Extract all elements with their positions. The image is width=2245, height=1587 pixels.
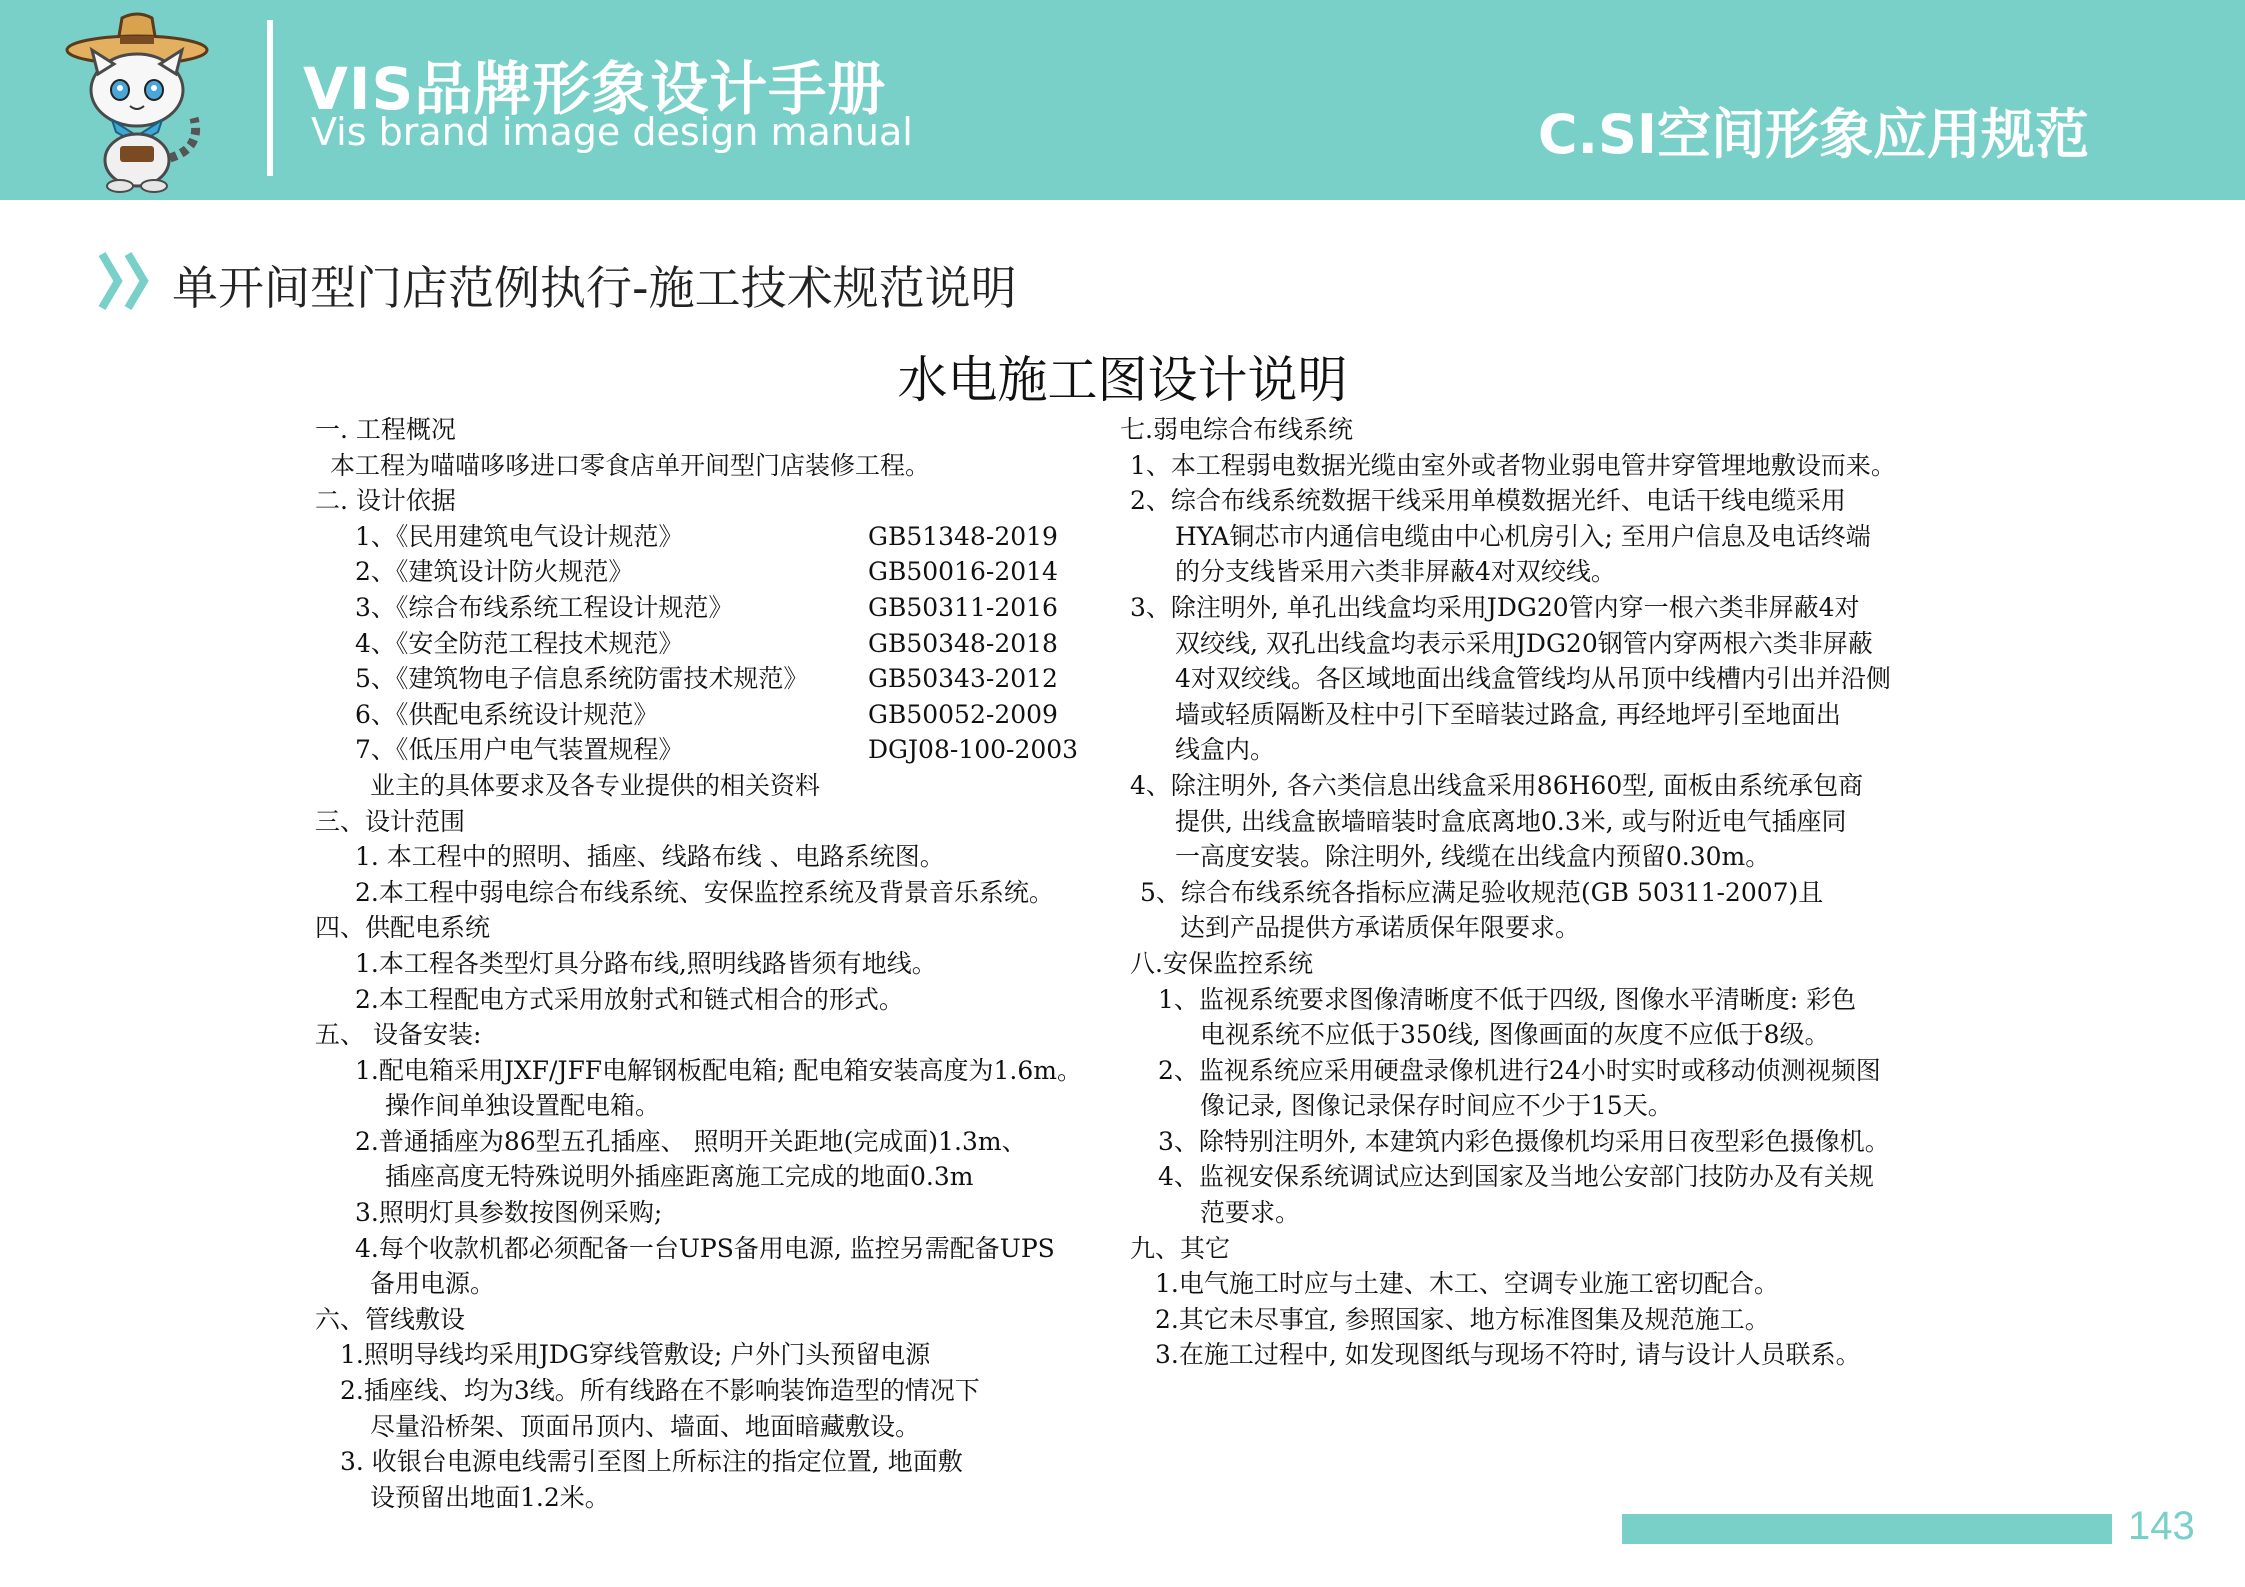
line-text: 八.安保监控系统 bbox=[1130, 948, 1313, 978]
text-line bbox=[1120, 982, 2020, 1018]
line-text: 墙或轻质隔断及柱中引下至暗装过路盒, 再经地坪引至地面出 bbox=[1175, 699, 1841, 729]
line-text: 设预留出地面1.2米。 bbox=[370, 1482, 610, 1512]
text-line bbox=[315, 1195, 1155, 1231]
text-line bbox=[315, 1088, 1155, 1124]
text-line bbox=[315, 982, 1155, 1018]
text-line bbox=[315, 590, 1155, 626]
text-line bbox=[315, 448, 1155, 484]
line-text: 1、《民用建筑电气设计规范》 bbox=[355, 521, 684, 551]
text-line bbox=[1120, 519, 2020, 555]
text-line bbox=[1120, 804, 2020, 840]
line-text: 尽量沿桥架、顶面吊顶内、墙面、地面暗藏敷设。 bbox=[370, 1411, 921, 1441]
line-text: 1、本工程弱电数据光缆由室外或者物业弱电管井穿管埋地敷设而来。 bbox=[1130, 450, 1896, 480]
line-text: 2.其它未尽事宜, 参照国家、地方标准图集及规范施工。 bbox=[1155, 1304, 1770, 1334]
page-number: 143 bbox=[2128, 1504, 2195, 1548]
text-line bbox=[1120, 1337, 2020, 1373]
line-text: 3. 收银台电源电线需引至图上所标注的指定位置, 地面敷 bbox=[340, 1447, 963, 1477]
line-text: 4.每个收款机都必须配备一台UPS备用电源, 监控另需配备UPS bbox=[355, 1233, 1055, 1263]
text-line bbox=[315, 1444, 1155, 1480]
text-line bbox=[1120, 448, 2020, 484]
line-text: 四、供配电系统 bbox=[315, 913, 491, 943]
standard-code: DGJ08-100-2003 bbox=[868, 735, 1079, 765]
line-text: 1、监视系统要求图像清晰度不低于四级, 图像水平清晰度: 彩色 bbox=[1158, 984, 1857, 1014]
page-heading: 单开间型门店范例执行-施工技术规范说明 bbox=[172, 261, 1017, 315]
line-text: 提供, 出线盒嵌墙暗装时盒底离地0.3米, 或与附近电气插座同 bbox=[1175, 806, 1847, 836]
line-text: 电视系统不应低于350线, 图像画面的灰度不应低于8级。 bbox=[1200, 1020, 1830, 1050]
text-line bbox=[1120, 590, 2020, 626]
line-text: 2、《建筑设计防火规范》 bbox=[355, 557, 634, 587]
text-line bbox=[1120, 910, 2020, 946]
text-line bbox=[315, 1231, 1155, 1267]
text-line bbox=[315, 1053, 1155, 1089]
cat-cowboy-mascot-logo bbox=[62, 8, 212, 193]
line-text: 插座高度无特殊说明外插座距离施工完成的地面0.3m bbox=[385, 1162, 974, 1192]
line-text: 的分支线皆采用六类非屏蔽4对双绞线。 bbox=[1175, 557, 1616, 587]
brand-subtitle: Vis brand image design manual bbox=[311, 110, 913, 154]
text-line bbox=[1120, 697, 2020, 733]
text-line bbox=[315, 1373, 1155, 1409]
text-line bbox=[315, 910, 1155, 946]
line-text: 1.配电箱采用JXF/JFF电解钢板配电箱; 配电箱安装高度为1.6m。 bbox=[355, 1055, 1082, 1085]
line-text: 3、除特别注明外, 本建筑内彩色摄像机均采用日夜型彩色摄像机。 bbox=[1158, 1126, 1890, 1156]
line-text: 六、管线敷设 bbox=[315, 1304, 466, 1334]
text-line bbox=[315, 626, 1155, 662]
text-line bbox=[1120, 1124, 2020, 1160]
text-line bbox=[315, 697, 1155, 733]
line-text: 7、《低压用户电气装置规程》 bbox=[355, 735, 684, 765]
line-text: 3.在施工过程中, 如发现图纸与现场不符时, 请与设计人员联系。 bbox=[1155, 1340, 1861, 1370]
line-text: 4、监视安保系统调试应达到国家及当地公安部门技防办及有关规 bbox=[1158, 1162, 1874, 1192]
line-text: 达到产品提供方承诺质保年限要求。 bbox=[1180, 913, 1581, 943]
line-text: 1.电气施工时应与土建、木工、空调专业施工密切配合。 bbox=[1155, 1269, 1779, 1299]
standard-code: GB50016-2014 bbox=[868, 557, 1058, 587]
line-text: 2.本工程中弱电综合布线系统、安保监控系统及背景音乐系统。 bbox=[355, 877, 1054, 907]
text-line bbox=[315, 946, 1155, 982]
text-line bbox=[315, 1017, 1155, 1053]
line-text: 4对双绞线。各区域地面出线盒管线均从吊顶中线槽内引出并沿侧 bbox=[1175, 664, 1891, 694]
line-text: 2.插座线、均为3线。所有线路在不影响装饰造型的情况下 bbox=[340, 1376, 980, 1406]
text-line bbox=[1120, 1302, 2020, 1338]
line-text: 三、设计范围 bbox=[315, 806, 466, 836]
line-text: 3.照明灯具参数按图例采购; bbox=[355, 1198, 663, 1228]
text-line bbox=[1120, 483, 2020, 519]
text-line bbox=[315, 1124, 1155, 1160]
text-line bbox=[1120, 1053, 2020, 1089]
header-divider bbox=[267, 20, 273, 176]
line-text: 2.本工程配电方式采用放射式和链式相合的形式。 bbox=[355, 984, 904, 1014]
line-text: 1.本工程各类型灯具分路布线,照明线路皆须有地线。 bbox=[355, 948, 937, 978]
text-line bbox=[1120, 1088, 2020, 1124]
line-text: 6、《供配电系统设计规范》 bbox=[355, 699, 659, 729]
standard-code: GB50348-2018 bbox=[868, 628, 1058, 658]
text-line bbox=[1120, 875, 2020, 911]
text-line bbox=[315, 1480, 1155, 1516]
line-text: 2、综合布线系统数据干线采用单模数据光纤、电话干线电缆采用 bbox=[1130, 486, 1846, 516]
line-text: 业主的具体要求及各专业提供的相关资料 bbox=[370, 770, 821, 800]
text-line bbox=[315, 661, 1155, 697]
section-label: C.SI空间形象应用规范 bbox=[1537, 103, 2089, 166]
text-line bbox=[1120, 768, 2020, 804]
text-line bbox=[315, 483, 1155, 519]
text-line bbox=[1120, 732, 2020, 768]
line-text: 2.普通插座为86型五孔插座、 照明开关距地(完成面)1.3m、 bbox=[355, 1126, 1027, 1156]
line-text: 双绞线, 双孔出线盒均表示采用JDG20钢管内穿两根六类非屏蔽 bbox=[1175, 628, 1873, 658]
text-line bbox=[1120, 946, 2020, 982]
line-text: 本工程为喵喵哆哆进口零食店单开间型门店装修工程。 bbox=[330, 450, 931, 480]
line-text: 五、 设备安装: bbox=[315, 1020, 482, 1050]
line-text: 4、《安全防范工程技术规范》 bbox=[355, 628, 684, 658]
text-line bbox=[315, 839, 1155, 875]
line-text: 1.照明导线均采用JDG穿线管敷设; 户外门头预留电源 bbox=[340, 1340, 931, 1370]
standard-code: GB50052-2009 bbox=[868, 699, 1058, 729]
brand-title: VIS品牌形象设计手册 bbox=[303, 55, 887, 123]
line-text: 备用电源。 bbox=[370, 1269, 496, 1299]
line-text: 九、其它 bbox=[1130, 1233, 1231, 1263]
text-line bbox=[315, 732, 1155, 768]
line-text: 3、除注明外, 单孔出线盒均采用JDG20管内穿一根六类非屏蔽4对 bbox=[1130, 592, 1860, 622]
text-line bbox=[1120, 1017, 2020, 1053]
text-line bbox=[315, 1302, 1155, 1338]
standard-code: GB50343-2012 bbox=[868, 664, 1058, 694]
line-text: 5、《建筑物电子信息系统防雷技术规范》 bbox=[355, 664, 809, 694]
line-text: 2、监视系统应采用硬盘录像机进行24小时实时或移动侦测视频图 bbox=[1158, 1055, 1881, 1085]
line-text: 线盒内。 bbox=[1175, 735, 1276, 765]
text-line bbox=[315, 768, 1155, 804]
text-line bbox=[315, 804, 1155, 840]
text-line bbox=[1120, 626, 2020, 662]
line-text: 5、综合布线系统各指标应满足验收规范(GB 50311-2007)且 bbox=[1140, 877, 1824, 907]
text-line bbox=[315, 1409, 1155, 1445]
text-line bbox=[315, 554, 1155, 590]
text-line bbox=[315, 1159, 1155, 1195]
line-text: 4、除注明外, 各六类信息出线盒采用86H60型, 面板由系统承包商 bbox=[1130, 770, 1864, 800]
text-line bbox=[315, 1337, 1155, 1373]
standard-code: GB50311-2016 bbox=[868, 592, 1058, 622]
line-text: 3、《综合布线系统工程设计规范》 bbox=[355, 592, 734, 622]
header-band bbox=[0, 0, 2245, 200]
line-text: 一. 工程概况 bbox=[315, 415, 456, 444]
text-line bbox=[1120, 554, 2020, 590]
text-line bbox=[1120, 839, 2020, 875]
standard-code: GB51348-2019 bbox=[868, 521, 1058, 551]
line-text: 七.弱电综合布线系统 bbox=[1120, 415, 1353, 444]
line-text: 操作间单独设置配电箱。 bbox=[385, 1091, 661, 1121]
text-line bbox=[1120, 1231, 2020, 1267]
line-text: 范要求。 bbox=[1200, 1198, 1301, 1228]
document-title: 水电施工图设计说明 bbox=[897, 351, 1348, 409]
line-text: 1. 本工程中的照明、插座、线路布线 、电路系统图。 bbox=[355, 842, 945, 872]
text-line bbox=[1120, 412, 2020, 448]
right-column bbox=[1120, 412, 2020, 1373]
text-line bbox=[1120, 1266, 2020, 1302]
text-line bbox=[315, 412, 1155, 448]
line-text: HYA铜芯市内通信电缆由中心机房引入; 至用户信息及电话终端 bbox=[1175, 521, 1871, 551]
text-line bbox=[315, 875, 1155, 911]
line-text: 像记录, 图像记录保存时间应不少于15天。 bbox=[1200, 1091, 1673, 1121]
left-column bbox=[315, 412, 1155, 1515]
page-number-bar bbox=[1622, 1514, 2112, 1544]
text-line bbox=[1120, 1159, 2020, 1195]
text-line bbox=[1120, 661, 2020, 697]
text-line bbox=[315, 1266, 1155, 1302]
text-line bbox=[1120, 1195, 2020, 1231]
line-text: 二. 设计依据 bbox=[315, 486, 456, 516]
line-text: 一高度安装。除注明外, 线缆在出线盒内预留0.30m。 bbox=[1175, 842, 1771, 872]
text-line bbox=[315, 519, 1155, 555]
double-chevron-icon bbox=[98, 250, 158, 312]
